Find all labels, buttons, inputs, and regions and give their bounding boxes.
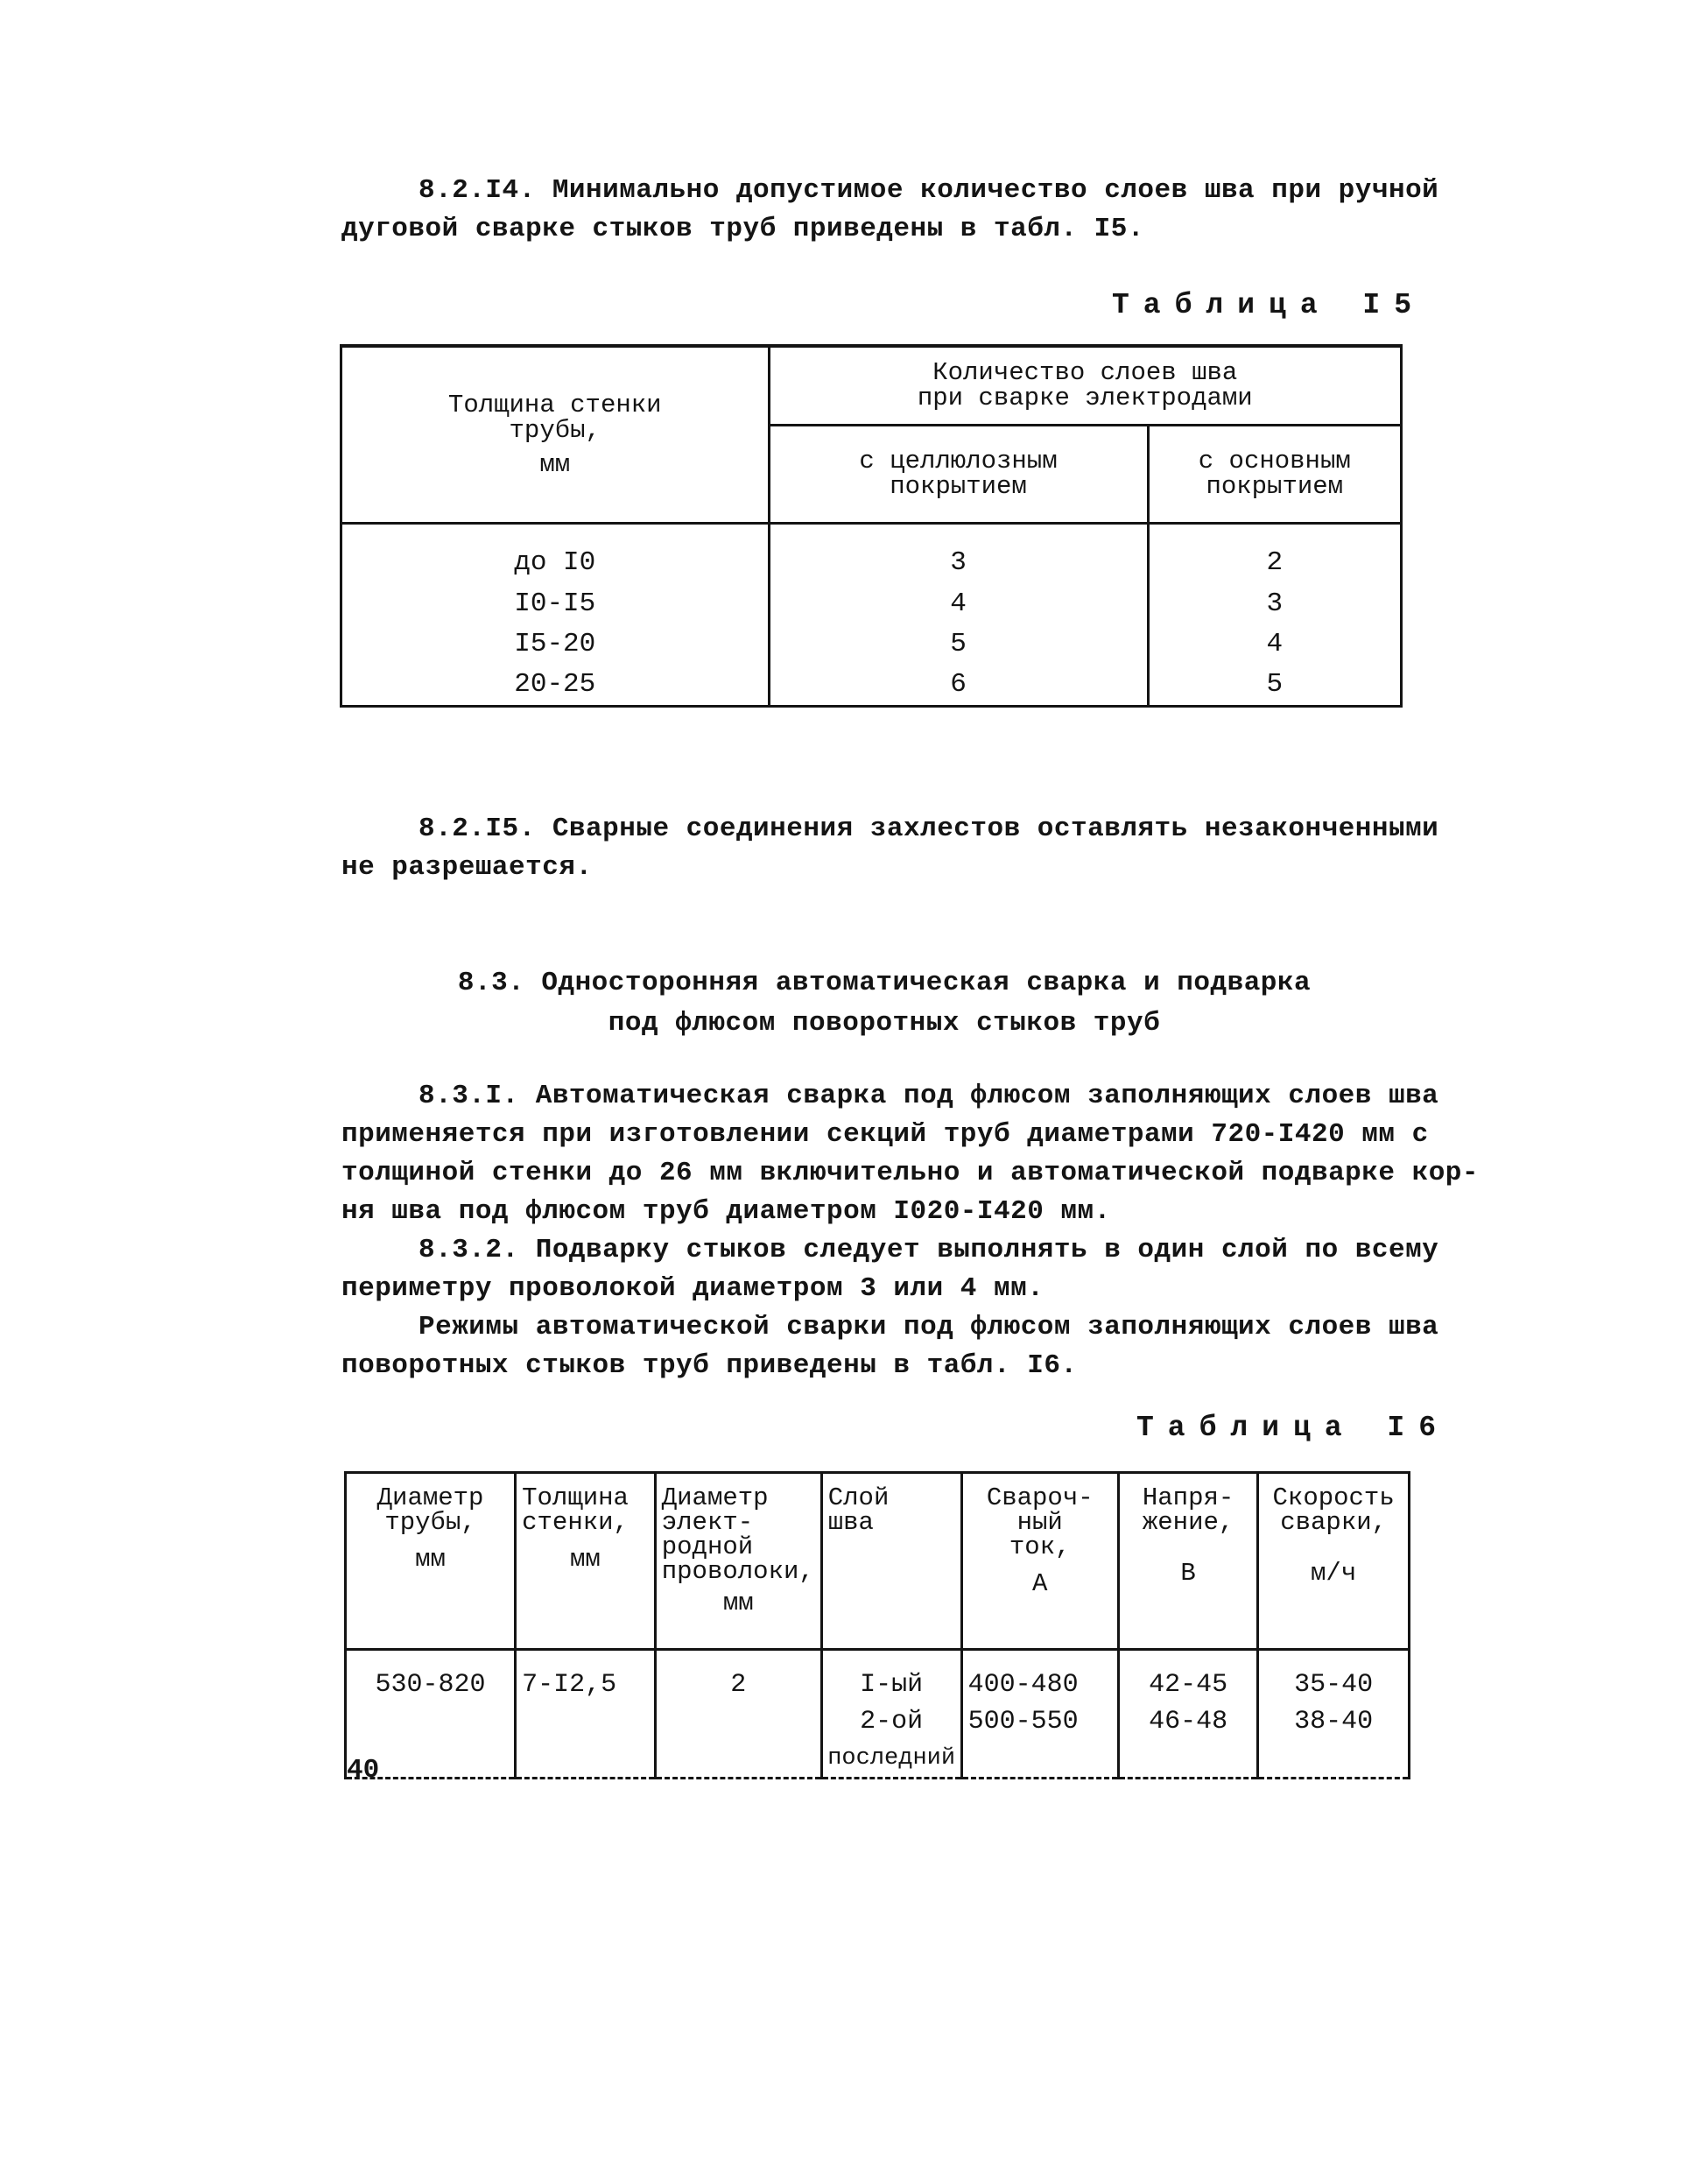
table-row	[341, 583, 1402, 623]
para-modes-line1: Режимы автоматической сварки под флюсом заполняющих слоев шва	[418, 1312, 1439, 1342]
t16-speed-2: 38-40	[1294, 1707, 1374, 1737]
t16-h-current-l1: Свароч-	[986, 1483, 1094, 1512]
t16-h-wire-l3: родной	[661, 1532, 754, 1561]
t15-header-cellulose	[769, 425, 1148, 523]
para-8-2-14-line1: 8.2.I4. Минимально допустимое количество слоев шва при ручной	[418, 175, 1439, 206]
t15-cell-thickness: I0-I5	[341, 583, 770, 623]
t16-h-diameter-l2: трубы,	[384, 1508, 476, 1537]
t16-layer-1: I-ый	[860, 1670, 924, 1700]
section-8-3-heading	[438, 963, 1331, 1044]
table-row	[341, 665, 1402, 707]
t16-cell-diameter: 530-820	[346, 1650, 516, 1779]
t16-h-wire-l1: Диаметр	[661, 1483, 769, 1512]
t16-h-current-l2: ный	[1016, 1508, 1063, 1537]
para-8-3-1-line2: применяется при изготовлении секций труб диаметрами 720-I420 мм с	[341, 1119, 1429, 1150]
t16-h-layer-l2: шва	[827, 1508, 874, 1537]
t15-header-thickness	[341, 346, 770, 523]
t15-header-thickness-l2: трубы,	[509, 415, 601, 445]
t15-cell-cellulose: 6	[769, 665, 1148, 707]
t15-header-thickness-l3: мм	[539, 449, 571, 479]
table-row	[341, 623, 1402, 664]
t15-cell-cellulose: 4	[769, 583, 1148, 623]
t15-cell-basic: 3	[1148, 583, 1401, 623]
para-8-3-2-line2: периметру проволокой диаметром 3 или 4 мм.	[341, 1273, 1044, 1304]
t16-h-layer-l1: Слой	[827, 1483, 890, 1512]
t16-h-thickness-l2: стенки,	[522, 1508, 629, 1537]
section-8-3-heading-l2: под флюсом поворотных стыков труб	[608, 1008, 1161, 1039]
t16-h-diameter-l1: Диаметр	[376, 1483, 484, 1512]
t15-cell-basic: 2	[1148, 523, 1401, 583]
t15-header-group	[769, 346, 1402, 425]
para-8-3-1-line1: 8.3.I. Автоматическая сварка под флюсом заполняющих слоев шва	[418, 1081, 1439, 1111]
t16-cell-wire: 2	[655, 1650, 821, 1779]
t16-header-layer	[821, 1473, 961, 1650]
t15-header-basic	[1148, 425, 1401, 523]
para-8-3-1-line3: толщиной стенки до 26 мм включительно и автоматической подварке кор-	[341, 1158, 1480, 1188]
t16-layer-2: 2-ой	[860, 1707, 924, 1737]
table-16	[344, 1471, 1410, 1779]
para-8-2-15-line1: 8.2.I5. Сварные соединения захлестов оставлять незаконченными	[418, 814, 1439, 844]
para-modes-line2: поворотных стыков труб приведены в табл. I6.	[341, 1350, 1078, 1381]
t16-layer-last: последний	[827, 1745, 956, 1772]
t15-cell-cellulose: 5	[769, 623, 1148, 664]
page-number: 40	[347, 1755, 380, 1786]
t16-cell-layers	[821, 1650, 961, 1779]
t16-header-wire	[655, 1473, 821, 1650]
t15-header-cellulose-l2: покрытием	[890, 472, 1027, 501]
table16-label: Таблица I6	[1136, 1412, 1451, 1444]
t16-header-voltage	[1118, 1473, 1257, 1650]
para-8-2-14-line2: дуговой сварке стыков труб приведены в табл. I5.	[341, 214, 1144, 244]
t16-voltage-2: 46-48	[1149, 1707, 1228, 1737]
t15-cell-basic: 4	[1148, 623, 1401, 664]
t16-h-voltage-l2: жение,	[1142, 1508, 1234, 1537]
t15-header-group-l1: Количество слоев шва	[932, 358, 1238, 388]
t16-h-speed-l1: Скорость	[1272, 1483, 1395, 1512]
t16-cell-speeds	[1258, 1650, 1410, 1779]
table-row	[346, 1650, 1410, 1779]
t15-cell-thickness: до I0	[341, 523, 770, 583]
t16-h-thickness-l1: Толщина	[522, 1483, 629, 1512]
t16-h-current-l4: А	[1032, 1569, 1048, 1598]
t15-header-thickness-l1: Толщина стенки	[447, 390, 662, 419]
t15-header-cellulose-l1: с целлюлозным	[859, 447, 1058, 476]
t15-header-basic-l1: с основным	[1198, 447, 1351, 476]
para-8-2-15-line2: не разрешается.	[341, 852, 593, 883]
t16-h-wire-l5: мм	[722, 1589, 754, 1617]
para-8-3-1-line4: ня шва под флюсом труб диаметром I020-I420 мм.	[341, 1196, 1111, 1227]
t16-h-voltage-l1: Напря-	[1142, 1483, 1234, 1512]
t16-speed-1: 35-40	[1294, 1670, 1374, 1700]
t16-h-wire-l4: проволоки,	[661, 1557, 814, 1586]
t16-cell-voltages	[1118, 1650, 1257, 1779]
t16-h-speed-l3: м/ч	[1311, 1559, 1357, 1588]
t16-header-diameter	[346, 1473, 516, 1650]
t15-cell-cellulose: 3	[769, 523, 1148, 583]
para-8-3-2-line1: 8.3.2. Подварку стыков следует выполнять в один слой по всему	[418, 1235, 1439, 1265]
t16-header-thickness	[516, 1473, 656, 1650]
t16-cell-thickness: 7-I2,5	[516, 1650, 656, 1779]
t16-voltage-1: 42-45	[1149, 1670, 1228, 1700]
t16-h-speed-l2: сварки,	[1280, 1508, 1388, 1537]
t16-h-current-l3: ток,	[1009, 1532, 1071, 1561]
t15-cell-thickness: 20-25	[341, 665, 770, 707]
t15-header-basic-l2: покрытием	[1206, 472, 1344, 501]
t16-cell-currents	[961, 1650, 1118, 1779]
t16-h-diameter-l3: мм	[415, 1545, 446, 1574]
t16-header-speed	[1258, 1473, 1410, 1650]
t15-header-group-l2: при сварке электродами	[917, 384, 1253, 413]
t15-cell-basic: 5	[1148, 665, 1401, 707]
t16-current-2: 500-550	[967, 1707, 1079, 1737]
table-15	[340, 344, 1403, 708]
table15-label: Таблица I5	[1112, 289, 1426, 321]
t16-h-thickness-l3: мм	[570, 1545, 601, 1574]
table-row	[341, 523, 1402, 583]
t16-h-wire-l2: элект-	[661, 1508, 754, 1537]
t15-cell-thickness: I5-20	[341, 623, 770, 664]
t16-current-1: 400-480	[967, 1670, 1079, 1700]
t16-header-current	[961, 1473, 1118, 1650]
t16-h-voltage-l3: В	[1180, 1559, 1196, 1588]
section-8-3-heading-l1: 8.3. Односторонняя автоматическая сварка и подварка	[457, 968, 1312, 998]
